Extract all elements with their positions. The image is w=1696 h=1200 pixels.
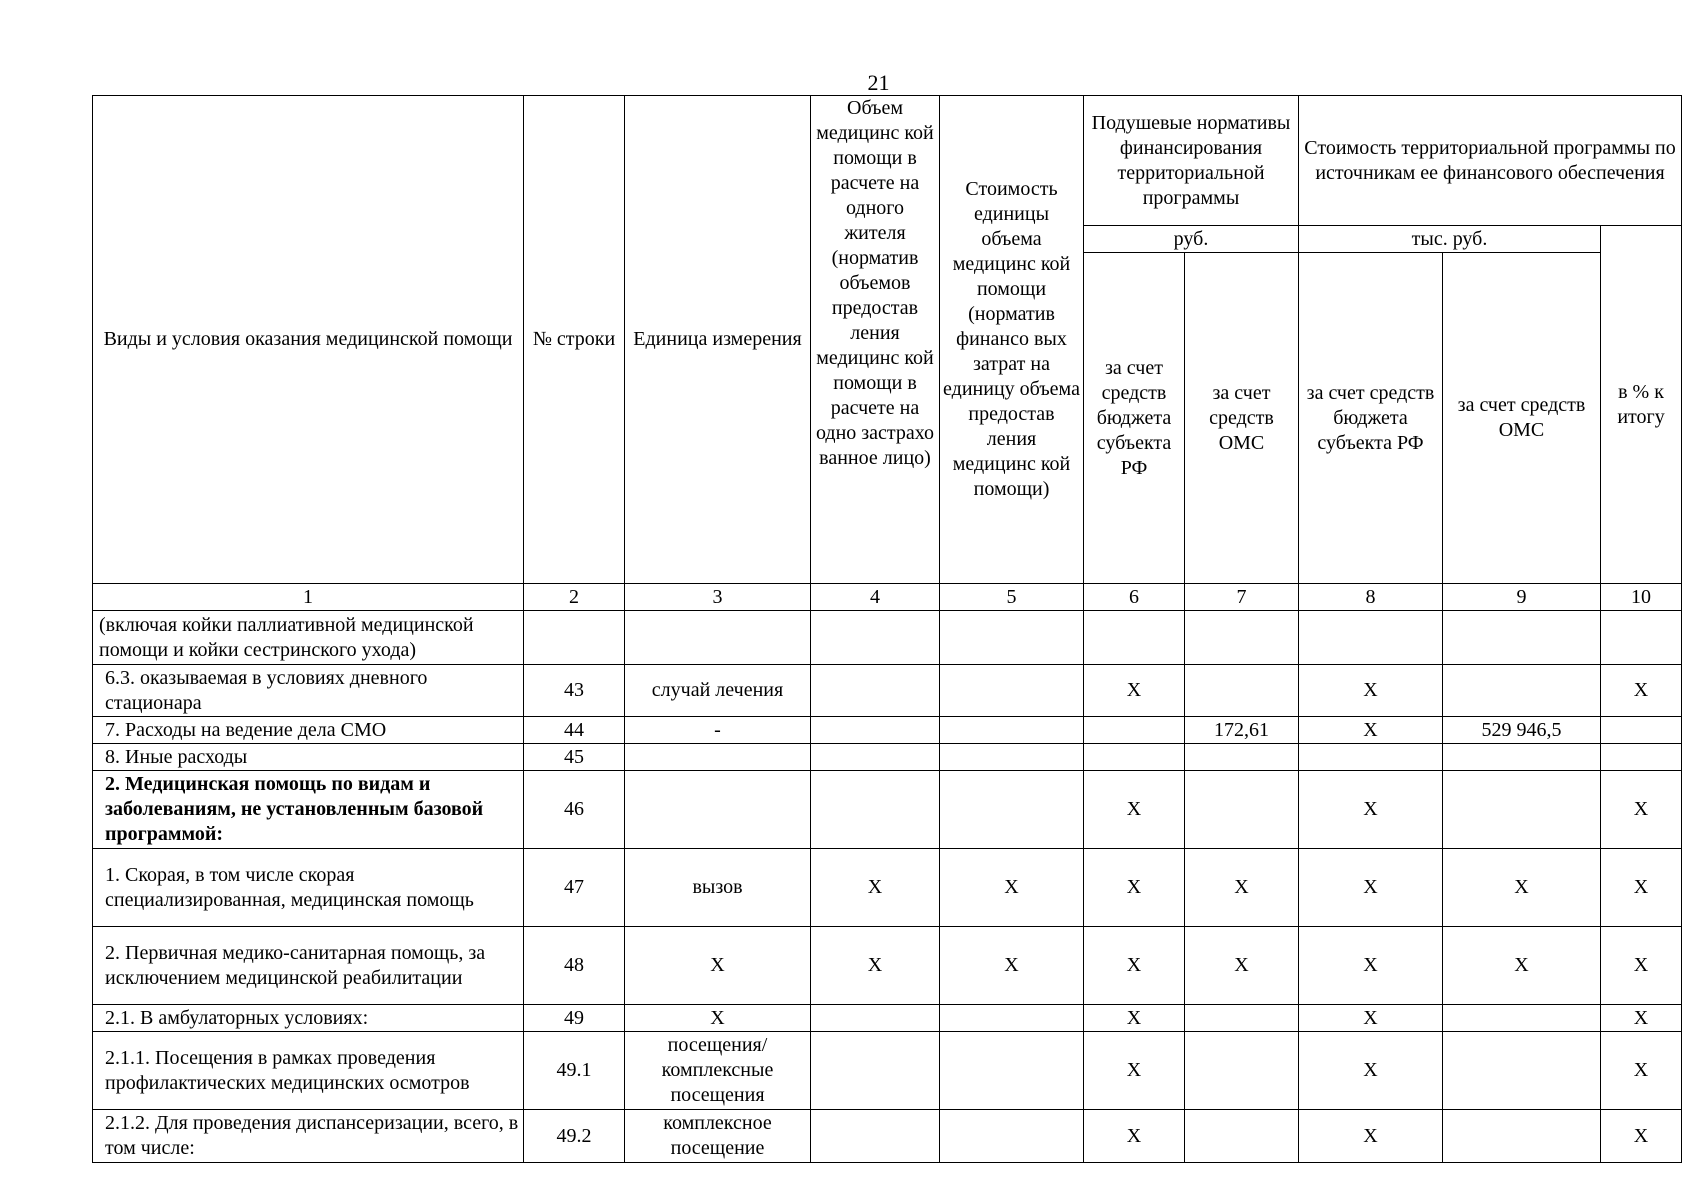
row-number: 44 — [524, 717, 625, 744]
table-row — [93, 665, 1682, 717]
column-number: 8 — [1299, 584, 1443, 611]
row-unit: Х — [625, 1005, 811, 1032]
row-oms-thousand — [1443, 744, 1601, 771]
row-volume — [811, 1005, 940, 1032]
column-number: 7 — [1185, 584, 1299, 611]
table-row — [93, 1032, 1682, 1110]
row-number: 45 — [524, 744, 625, 771]
row-volume — [811, 665, 940, 717]
row-oms-thousand — [1443, 1032, 1601, 1110]
row-oms-rub — [1185, 1032, 1299, 1110]
row-number: 47 — [524, 849, 625, 927]
column-number: 9 — [1443, 584, 1601, 611]
header-budget-rub: за счет средств бюджета субъекта РФ — [1084, 253, 1185, 584]
header-row-number: № строки — [524, 96, 625, 584]
row-unit-cost — [940, 744, 1084, 771]
row-oms-thousand: 529 946,5 — [1443, 717, 1601, 744]
row-percent — [1601, 744, 1682, 771]
header-volume: Объем медицинс кой помощи в расчете на одного жителя (норматив объемов предостав ления медицинс кой помощи в расчете на одно застрахо ванное лицо) — [811, 96, 940, 584]
row-volume: Х — [811, 927, 940, 1005]
row-percent: Х — [1601, 927, 1682, 1005]
row-budget-rub: Х — [1084, 1005, 1185, 1032]
row-budget-thousand — [1299, 744, 1443, 771]
row-budget-rub: Х — [1084, 849, 1185, 927]
row-unit: - — [625, 717, 811, 744]
table-row — [93, 771, 1682, 849]
row-unit-cost — [940, 1110, 1084, 1163]
row-budget-thousand: Х — [1299, 1032, 1443, 1110]
row-unit-cost: Х — [940, 927, 1084, 1005]
header-unit: Единица измерения — [625, 96, 811, 584]
row-budget-thousand: Х — [1299, 927, 1443, 1005]
header-percent-of-total: в % к итогу — [1601, 226, 1682, 584]
row-number: 43 — [524, 665, 625, 717]
column-number: 10 — [1601, 584, 1682, 611]
row-unit — [625, 611, 811, 665]
row-name: 2.1. В амбулаторных условиях: — [93, 1005, 524, 1032]
row-budget-thousand: Х — [1299, 717, 1443, 744]
row-name: 7. Расходы на ведение дела СМО — [93, 717, 524, 744]
row-name: 2. Медицинская помощь по видам и заболеваниям, не установленным базовой программой: — [93, 771, 524, 849]
row-oms-thousand: Х — [1443, 849, 1601, 927]
row-percent — [1601, 611, 1682, 665]
header-per-capita: Подушевые нормативы финансирования территориальной программы — [1084, 96, 1299, 226]
row-volume: Х — [811, 849, 940, 927]
table-row — [93, 1110, 1682, 1163]
column-number: 4 — [811, 584, 940, 611]
row-number: 49.1 — [524, 1032, 625, 1110]
row-oms-thousand: Х — [1443, 927, 1601, 1005]
row-oms-rub — [1185, 665, 1299, 717]
row-unit — [625, 771, 811, 849]
row-volume — [811, 1032, 940, 1110]
row-unit-cost — [940, 1032, 1084, 1110]
row-volume — [811, 771, 940, 849]
row-name: 6.3. оказываемая в условиях дневного стационара — [93, 665, 524, 717]
row-name: (включая койки паллиативной медицинской помощи и койки сестринского ухода) — [93, 611, 524, 665]
page-number: 21 — [867, 70, 890, 95]
row-percent: Х — [1601, 1032, 1682, 1110]
row-oms-rub — [1185, 744, 1299, 771]
row-number: 49 — [524, 1005, 625, 1032]
row-number: 49.2 — [524, 1110, 625, 1163]
row-percent: Х — [1601, 1005, 1682, 1032]
row-percent: Х — [1601, 771, 1682, 849]
header-oms-rub: за счет средств ОМС — [1185, 253, 1299, 584]
header-unit-thousand-rub: тыс. руб. — [1299, 226, 1601, 253]
row-number — [524, 611, 625, 665]
row-budget-thousand: Х — [1299, 1110, 1443, 1163]
row-budget-thousand: Х — [1299, 665, 1443, 717]
row-name: 2.1.2. Для проведения диспансеризации, всего, в том числе: — [93, 1110, 524, 1163]
row-unit-cost — [940, 771, 1084, 849]
table-row — [93, 927, 1682, 1005]
row-budget-rub: Х — [1084, 1110, 1185, 1163]
header-oms-thousand: за счет средств ОМС — [1443, 253, 1601, 584]
row-budget-thousand: Х — [1299, 849, 1443, 927]
column-number: 1 — [93, 584, 524, 611]
header-budget-thousand: за счет средств бюджета субъекта РФ — [1299, 253, 1443, 584]
row-volume — [811, 1110, 940, 1163]
column-number: 6 — [1084, 584, 1185, 611]
table-row — [93, 717, 1682, 744]
table-row — [93, 744, 1682, 771]
column-number: 3 — [625, 584, 811, 611]
column-number-row — [93, 584, 1682, 611]
header-program-cost: Стоимость территориальной программы по источникам ее финансового обеспечения — [1299, 96, 1682, 226]
row-number: 48 — [524, 927, 625, 1005]
row-oms-rub: Х — [1185, 927, 1299, 1005]
column-number: 5 — [940, 584, 1084, 611]
row-oms-rub — [1185, 1110, 1299, 1163]
row-percent: Х — [1601, 665, 1682, 717]
row-percent — [1601, 717, 1682, 744]
header-kind: Виды и условия оказания медицинской помощи — [93, 96, 524, 584]
table-row — [93, 611, 1682, 665]
financing-table — [92, 95, 1682, 1163]
row-oms-thousand — [1443, 1005, 1601, 1032]
row-oms-rub: Х — [1185, 849, 1299, 927]
row-unit: Х — [625, 927, 811, 1005]
row-budget-rub: Х — [1084, 665, 1185, 717]
row-name: 1. Скорая, в том числе скорая специализированная, медицинская помощь — [93, 849, 524, 927]
header-unit-cost: Стоимость единицы объема медицинс кой помощи (норматив финансо вых затрат на единицу объема предостав ления медицинс кой помощи) — [940, 96, 1084, 584]
table-row — [93, 1005, 1682, 1032]
column-number: 2 — [524, 584, 625, 611]
row-unit: вызов — [625, 849, 811, 927]
row-oms-thousand — [1443, 611, 1601, 665]
row-number: 46 — [524, 771, 625, 849]
row-percent: Х — [1601, 849, 1682, 927]
row-unit-cost — [940, 611, 1084, 665]
row-oms-rub — [1185, 1005, 1299, 1032]
row-budget-thousand: Х — [1299, 771, 1443, 849]
row-oms-thousand — [1443, 1110, 1601, 1163]
row-budget-rub: Х — [1084, 771, 1185, 849]
row-unit-cost: Х — [940, 849, 1084, 927]
row-volume — [811, 611, 940, 665]
row-unit: случай лечения — [625, 665, 811, 717]
row-name: 8. Иные расходы — [93, 744, 524, 771]
row-unit-cost — [940, 665, 1084, 717]
row-unit — [625, 744, 811, 771]
row-oms-rub — [1185, 771, 1299, 849]
row-unit: посещения/ комплексные посещения — [625, 1032, 811, 1110]
row-name: 2.1.1. Посещения в рамках проведения профилактических медицинских осмотров — [93, 1032, 524, 1110]
row-budget-rub — [1084, 717, 1185, 744]
row-unit-cost — [940, 1005, 1084, 1032]
row-oms-thousand — [1443, 665, 1601, 717]
row-oms-rub — [1185, 611, 1299, 665]
row-name: 2. Первичная медико-санитарная помощь, за исключением медицинской реабилитации — [93, 927, 524, 1005]
row-oms-thousand — [1443, 771, 1601, 849]
header-unit-rub: руб. — [1084, 226, 1299, 253]
row-budget-thousand — [1299, 611, 1443, 665]
row-budget-thousand: Х — [1299, 1005, 1443, 1032]
row-volume — [811, 744, 940, 771]
row-unit: комплексное посещение — [625, 1110, 811, 1163]
row-budget-rub — [1084, 744, 1185, 771]
table-row — [93, 849, 1682, 927]
row-budget-rub — [1084, 611, 1185, 665]
row-budget-rub: Х — [1084, 927, 1185, 1005]
row-budget-rub: Х — [1084, 1032, 1185, 1110]
row-oms-rub: 172,61 — [1185, 717, 1299, 744]
row-unit-cost — [940, 717, 1084, 744]
row-volume — [811, 717, 940, 744]
row-percent: Х — [1601, 1110, 1682, 1163]
